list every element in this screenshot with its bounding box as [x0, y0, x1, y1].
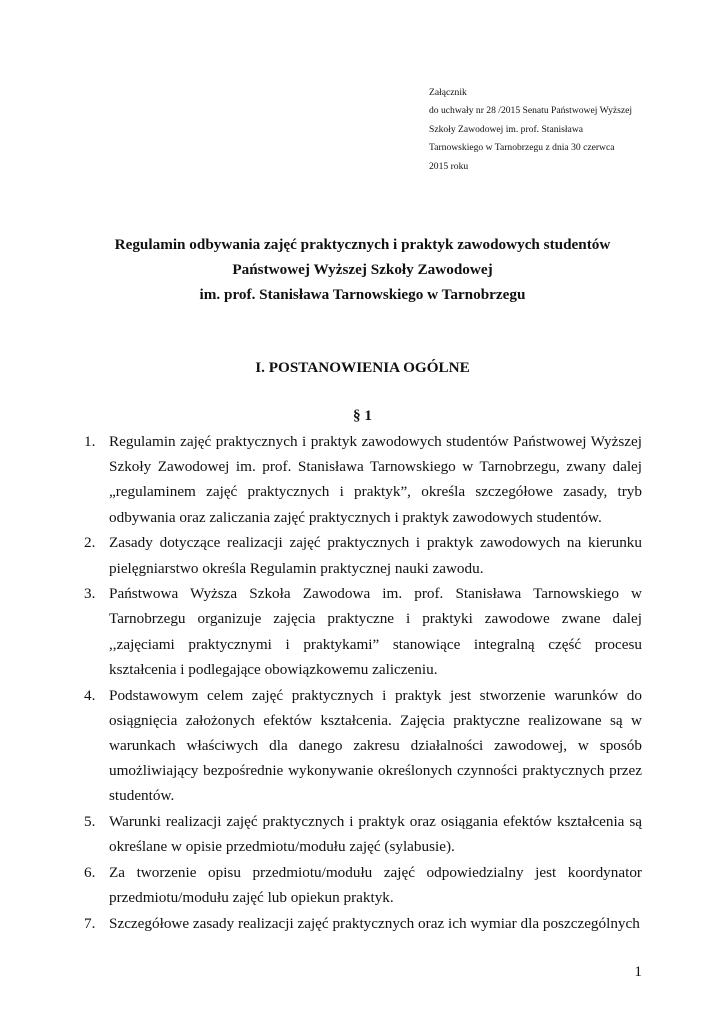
list-item-number: 3. — [84, 585, 96, 603]
annex-line: Szkoły Zawodowej im. prof. Stanisława — [429, 123, 584, 135]
list-item — [84, 429, 642, 530]
list-item — [84, 860, 642, 910]
list-item — [84, 530, 642, 580]
paragraph-symbol: § 1 — [353, 407, 372, 424]
title-line: Państwowej Wyższej Szkoły Zawodowej — [232, 261, 493, 278]
list-item-text: Państwowa Wyższa Szkoła Zawodowa im. prof. Stanisława Tarnowskiego w Tarnobrzegu organizuje zajęcia praktyczne i praktyki zawodowe zwane dalej ,,zajęciami praktycznymi i praktykami” stanowiące integralną część procesu kształcenia i podlegające obowiązkowemu zaliczeniu. — [109, 585, 642, 678]
list-item — [84, 683, 642, 809]
list-item-text: Szczegółowe zasady realizacji zajęć praktycznych oraz ich wymiar dla poszczególnych — [109, 914, 640, 932]
list-item-text: Za tworzenie opisu przedmiotu/modułu zajęć odpowiedzialny jest koordynator przedmiotu/modułu zajęć lub opiekun praktyk. — [109, 863, 642, 907]
list-item — [84, 581, 642, 682]
regulation-list — [84, 429, 642, 937]
list-item-text: Zasady dotyczące realizacji zajęć praktycznych i praktyk zawodowych na kierunku pielęgniarstwo określa Regulamin praktycznej nauki zawodu. — [109, 534, 642, 577]
annex-line: Załącznik — [429, 87, 467, 98]
list-item-number: 2. — [84, 534, 96, 552]
list-item — [84, 911, 642, 936]
list-item-text: Regulamin zajęć praktycznych i praktyk zawodowych studentów Państwowej Wyższej Szkoły Zawodowej im. prof. Stanisława Tarnowskiego w Tarnobrzegu, zwany dalej „regulaminem zajęć praktycznych i praktyk”, określa szczegółowe zasady, tryb odbywania oraz zaliczania zajęć praktycznych i praktyk zawodowych studentów. — [109, 433, 642, 526]
annex-note — [429, 84, 659, 176]
annex-line: Tarnowskiego w Tarnobrzegu z dnia 30 czerwca — [429, 142, 615, 154]
list-item-number: 6. — [84, 863, 96, 881]
list-item-text: Warunki realizacji zajęć praktycznych i praktyk oraz osiągania efektów kształcenia są określane w opisie przedmiotu/modułu zajęć (sylabusie). — [109, 813, 642, 856]
list-item-number: 4. — [84, 686, 96, 704]
list-item-number: 1. — [84, 433, 96, 450]
list-item — [84, 809, 642, 859]
document-title — [0, 232, 725, 307]
section-heading: I. POSTANOWIENIA OGÓLNE — [255, 359, 470, 376]
title-line: Regulamin odbywania zajęć praktycznych i praktyk zawodowych studentów — [114, 236, 611, 253]
page-number: 1 — [634, 963, 642, 980]
annex-line: do uchwały nr 28 /2015 Senatu Państwowej Wyższej — [429, 105, 633, 117]
title-line: im. prof. Stanisława Tarnowskiego w Tarnobrzegu — [199, 286, 526, 303]
list-item-text: Podstawowym celem zajęć praktycznych i praktyk jest stworzenie warunków do osiągnięcia założonych efektów kształcenia. Zajęcia praktyczne realizowane są w warunkach właściwych dla danego zakresu działalności zawodowej, w sposób umożliwiający bezpośrednie wykonywanie określonych czynności praktycznych przez studentów. — [109, 686, 642, 805]
list-item-number: 7. — [84, 914, 96, 932]
list-item-number: 5. — [84, 813, 96, 831]
annex-line: 2015 roku — [429, 160, 469, 172]
